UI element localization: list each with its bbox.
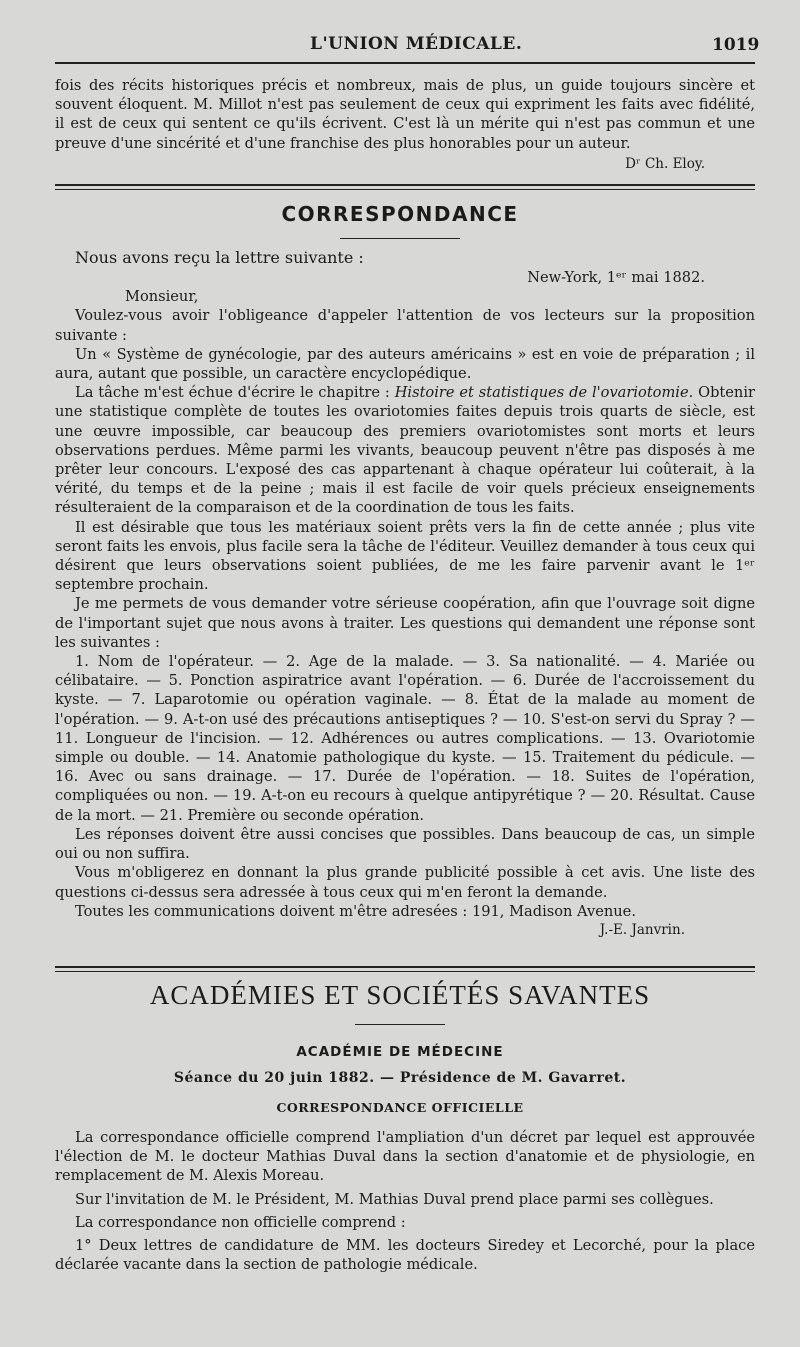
letter-signature: J.-E. Janvrin. — [599, 921, 685, 938]
letter-paragraph-7: Les réponses doivent être aussi concises que possibles. Dans beaucoup de cas, un simple oui ou non suffira. — [55, 825, 755, 863]
academie-section — [55, 1128, 755, 1274]
running-header — [0, 30, 800, 56]
letter-paragraph-4: Il est désirable que tous les matériaux soient prêts vers la fin de cette année ; plus vite seront faits les envois, plus facile sera la tâche de l'éditeur. Veuillez demander à tous ceux qui désirent que leurs observations soient publiées, de me les faire parvenir avant le 1ᵉʳ septembre prochain. — [55, 518, 755, 594]
letter-paragraph-3 — [55, 383, 755, 517]
correspondance-heading: CORRESPONDANCE — [281, 202, 519, 226]
letter-paragraph-3-start: La tâche m'est échue d'écrire le chapitre : — [75, 384, 395, 402]
seance-line: Séance du 20 juin 1882. — Présidence de M. Gavarret. — [173, 1070, 627, 1086]
header-rule — [55, 62, 755, 64]
letter-place-date: New-York, 1ᵉʳ mai 1882. — [527, 269, 705, 286]
intro-paragraph: fois des récits historiques précis et nombreux, mais de plus, un guide toujours sincère et souvent éloquent. M. Millot n'est pas seulement de ceux qui expriment les faits avec fidélité, il est de ceux qui sentent ce qu'ils écrivent. C'est là un mérite qui n'est pas commun et une preuve d'une sincérité et d'une franchise des plus honorables pour un auteur. — [55, 77, 755, 152]
heading-underline — [340, 238, 460, 239]
letter-paragraph-2: Un « Système de gynécologie, par des auteurs américains » est en voie de préparation ; il aura, autant que possible, un caractère encyclopédique. — [55, 345, 755, 383]
academies-rule-bottom — [55, 971, 755, 972]
academie-subheading: ACADÉMIE DE MÉDECINE — [296, 1044, 504, 1060]
academies-rule-top — [55, 966, 755, 968]
academies-underline — [355, 1024, 445, 1025]
academie-paragraph-1: La correspondance officielle comprend l'ampliation d'un décret par lequel est approuvée l'élection de M. le docteur Mathias Duval dans la section d'anatomie et de physiologie, en remplacement de M. Alexis Moreau. — [55, 1129, 755, 1185]
academie-paragraph-3: La correspondance non officielle comprend : — [75, 1213, 406, 1231]
letter-paragraph-3-end: Obtenir une statistique complète de toutes les ovariotomies faites depuis trois quarts de siècle, est une œuvre impossible, car beaucoup des premiers ovariotomistes sont morts et leurs observations perdues. Même parmi les vivants, beaucoup peuvent n'être pas disposés à me prêter leur concours. L'exposé des cas appartenant à chaque opérateur lui coûterait, à la vérité, du temps et de la peine ; mais il est facile de voir quels précieux enseignements résulteraient de la comparaison et de la coordination de tous les faits. — [55, 384, 755, 517]
section-rule-bottom — [55, 189, 755, 190]
page-number: 1019 — [712, 35, 760, 55]
correspondance-officielle-heading: CORRESPONDANCE OFFICIELLE — [276, 1100, 524, 1115]
academies-heading: ACADÉMIES ET SOCIÉTÉS SAVANTES — [149, 980, 651, 1010]
letter-paragraph-1: Voulez-vous avoir l'obligeance d'appeler l'attention de vos lecteurs sur la proposition suivante : — [55, 307, 755, 344]
section-rule-top — [55, 184, 755, 186]
journal-title: L'UNION MÉDICALE. — [310, 34, 523, 54]
letter-section — [55, 248, 755, 940]
letter-paragraph-5: Je me permets de vous demander votre sérieuse coopération, afin que l'ouvrage soit digne de l'important sujet que nous avons à traiter. Les questions qui demandent une réponse sont les suivantes : — [55, 595, 755, 651]
letter-salutation: Monsieur, — [125, 288, 199, 306]
chapter-title: Histoire et statistiques de l'ovariotomie. — [394, 384, 694, 402]
academie-paragraph-2: Sur l'invitation de M. le Président, M. Mathias Duval prend place parmi ses collègues. — [75, 1190, 714, 1208]
letter-paragraph-9: Toutes les communications doivent m'être adresées : 191, Madison Avenue. — [75, 902, 636, 920]
academie-paragraph-4: 1° Deux lettres de candidature de MM. les docteurs Siredey et Lecorché, pour la place déclarée vacante dans la section de pathologie médicale. — [55, 1237, 755, 1274]
letter-paragraph-8: Vous m'obligerez en donnant la plus grande publicité possible à cet avis. Une liste des questions ci-dessus sera adressée à tous ceux qui m'en feront la demande. — [55, 864, 755, 901]
intro-signature: Dʳ Ch. Eloy. — [625, 155, 705, 172]
question-list: 1. Nom de l'opérateur. — 2. Age de la malade. — 3. Sa nationalité. — 4. Mariée ou célibataire. — 5. Ponction aspiratrice avant l'opération. — 6. Durée de l'accroissement du kyste. — 7. Laparotomie ou opération vaginale. — 8. État de la malade au moment de l'opération. — 9. A-t-on usé des précautions antiseptiques ? — 10. S'est-on servi du Spray ? — 11. Longueur de l'incision. — 12. Adhérences ou autres complications. — 13. Ovariotomie simple ou double. — 14. Anatomie pathologique du kyste. — 15. Traitement du pédicule. — 16. Avec ou sans drainage. — 17. Durée de l'opération. — 18. Suites de l'opération, compliquées ou non. — 19. A-t-on eu recours à quelque antipyrétique ? — 20. Résultat. Cause de la mort. — 21. Première ou seconde opération. — [55, 653, 755, 824]
intro-section — [55, 76, 755, 174]
letter-intro: Nous avons reçu la lettre suivante : — [75, 248, 364, 267]
